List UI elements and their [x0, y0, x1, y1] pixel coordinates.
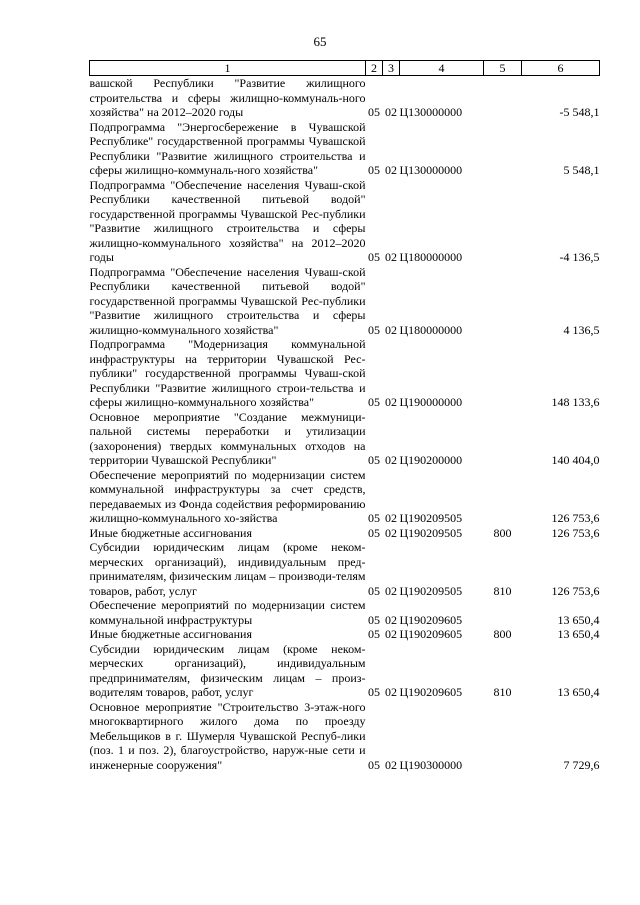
header-col-6: 6: [522, 61, 600, 76]
cell-rz: 05: [368, 627, 380, 641]
cell-name: Подпрограмма "Обеспечение населения Чуваш-ской Республики качественной питьевой водой" государственной программы Чувашской Рес-публики "Развитие жилищного строительства и сферы жилищно-коммунального хозяйства" на 2012–2020 годы: [89, 177, 366, 264]
cell-csr: Ц180000000: [399, 322, 463, 337]
table-row: [90, 468, 600, 526]
cell-pr: 02: [385, 525, 397, 540]
cell-csr: Ц190209505: [399, 511, 463, 525]
budget-table: [89, 60, 600, 772]
cell-name: Иные бюджетные ассигнования: [89, 627, 252, 641]
cell-pr: 02: [385, 453, 397, 467]
cell-pr: 02: [385, 105, 397, 119]
cell-csr: Ц130000000: [399, 163, 463, 177]
cell-rz: 05: [368, 322, 380, 337]
cell-rz: 05: [368, 525, 380, 540]
table-row: [90, 540, 600, 598]
cell-sum: 5 548,1: [563, 163, 600, 177]
header-col-4: 4: [400, 61, 484, 76]
cell-csr: Ц190200000: [399, 453, 463, 467]
cell-vr: [484, 410, 522, 468]
cell-name: Подпрограмма "Обеспечение населения Чуваш-ской Республики качественной питьевой водой" государственной программы Чувашской Рес-публики "Развитие жилищного строительства и сферы жилищно-коммунального хозяйства": [89, 264, 366, 337]
cell-sum: -4 136,5: [559, 250, 600, 264]
cell-csr: Ц190000000: [399, 395, 463, 409]
cell-vr: 810: [493, 685, 512, 699]
cell-name: Субсидии юридическим лицам (кроме неком-мерческих организаций), индивидуальным предпринимателям, физическим лицам – произ-водителям товаров, работ, услуг: [89, 641, 366, 699]
table-row: [90, 178, 600, 265]
cell-pr: 02: [385, 583, 397, 598]
cell-pr: 02: [385, 322, 397, 337]
cell-rz: 05: [368, 685, 380, 699]
cell-vr: [484, 120, 522, 178]
table-row: [90, 337, 600, 410]
table-row: [90, 700, 600, 773]
table-row: [90, 265, 600, 338]
cell-rz: 05: [368, 583, 380, 598]
header-col-2: 2: [366, 61, 383, 76]
cell-name: Субсидии юридическим лицам (кроме неком-мерческих организаций), индивидуальным пред-принимателям, физическим лицам – производи-телям товаров, работ, услуг: [89, 540, 366, 598]
cell-sum: 13 650,4: [557, 612, 600, 627]
cell-pr: 02: [385, 627, 397, 641]
cell-vr: [484, 468, 522, 526]
table-row: [90, 627, 600, 642]
cell-name: Обеспечение мероприятий по модернизации систем коммунальной инфраструктуры за счет средств, передаваемых из Фонда содействия реформированию жилищно-коммунального хо-зяйства: [89, 467, 366, 525]
cell-csr: Ц190209505: [399, 525, 463, 540]
cell-name: Обеспечение мероприятий по модернизации систем коммунальной инфраструктуры: [89, 598, 366, 627]
cell-vr: [484, 598, 522, 627]
table-row: [90, 76, 600, 120]
table-row: [90, 120, 600, 178]
cell-rz: 05: [368, 163, 380, 177]
cell-vr: [484, 265, 522, 338]
cell-name: вашской Республики "Развитие жилищного строительства и сферы жилищно-коммуналь-ного хозяйства" на 2012–2020 годы: [89, 76, 366, 119]
cell-sum: 126 753,6: [551, 525, 600, 540]
cell-sum: 140 404,0: [551, 453, 600, 467]
table-row: [90, 642, 600, 700]
cell-rz: 05: [368, 105, 380, 119]
cell-csr: Ц180000000: [399, 250, 463, 264]
cell-pr: 02: [385, 685, 397, 699]
table-header-row: [90, 61, 600, 76]
cell-sum: 13 650,4: [557, 627, 600, 641]
cell-vr: [484, 76, 522, 120]
table-row: [90, 598, 600, 627]
header-col-3: 3: [383, 61, 400, 76]
cell-rz: 05: [368, 453, 380, 467]
cell-name: Подпрограмма "Энергосбережение в Чувашской Республике" государственной программы Чувашской Республики "Развитие жилищного строительства и сферы жилищно-коммуналь-ного хозяйства": [89, 119, 366, 177]
cell-vr: [484, 700, 522, 773]
cell-sum: 4 136,5: [563, 322, 600, 337]
cell-sum: 148 133,6: [551, 395, 600, 409]
header-col-1: 1: [90, 61, 366, 76]
cell-sum: 7 729,6: [563, 757, 600, 772]
cell-rz: 05: [368, 511, 380, 525]
cell-csr: Ц190209605: [399, 685, 463, 699]
table-body: [90, 76, 600, 773]
table-row: [90, 526, 600, 541]
cell-sum: -5 548,1: [559, 105, 600, 119]
cell-pr: 02: [385, 757, 397, 772]
cell-csr: Ц190209605: [399, 612, 463, 627]
cell-rz: 05: [368, 757, 380, 772]
header-col-5: 5: [484, 61, 522, 76]
cell-csr: Ц190300000: [399, 757, 463, 772]
cell-sum: 13 650,4: [557, 685, 600, 699]
cell-name: Основное мероприятие "Создание межмуници-пальной системы переработки и утилизации (захоронения) твердых коммунальных отходов на территории Чувашской Республики": [89, 409, 366, 467]
cell-name: Иные бюджетные ассигнования: [89, 525, 252, 540]
cell-name: Основное мероприятие "Строительство 3-этаж-ного многоквартирного жилого дома по проезду Мебельщиков в г. Шумерля Чувашской Респуб-лики (поз. 1 и поз. 2), благоустройство, наруж-ные сети и инженерные сооружения": [89, 699, 366, 772]
cell-csr: Ц190209505: [399, 583, 463, 598]
page-number: 65: [313, 34, 327, 49]
cell-pr: 02: [385, 250, 397, 264]
cell-sum: 126 753,6: [551, 511, 600, 525]
cell-vr: 800: [493, 525, 512, 540]
cell-csr: Ц190209605: [399, 627, 463, 641]
cell-vr: [484, 178, 522, 265]
cell-rz: 05: [368, 395, 380, 409]
cell-pr: 02: [385, 511, 397, 525]
cell-vr: [484, 337, 522, 410]
cell-name: Подпрограмма "Модернизация коммунальной инфраструктуры на территории Чувашской Рес-публики" государственной программы Чуваш-ской Республики "Развитие жилищного строи-тельства и сферы жилищно-коммунального хозяйства": [89, 337, 366, 409]
cell-pr: 02: [385, 612, 397, 627]
table-row: [90, 410, 600, 468]
cell-vr: 810: [493, 583, 512, 598]
cell-csr: Ц130000000: [399, 105, 463, 119]
cell-sum: 126 753,6: [551, 583, 600, 598]
cell-rz: 05: [368, 250, 380, 264]
cell-pr: 02: [385, 163, 397, 177]
cell-pr: 02: [385, 395, 397, 409]
cell-vr: 800: [493, 627, 512, 641]
cell-rz: 05: [368, 612, 380, 627]
